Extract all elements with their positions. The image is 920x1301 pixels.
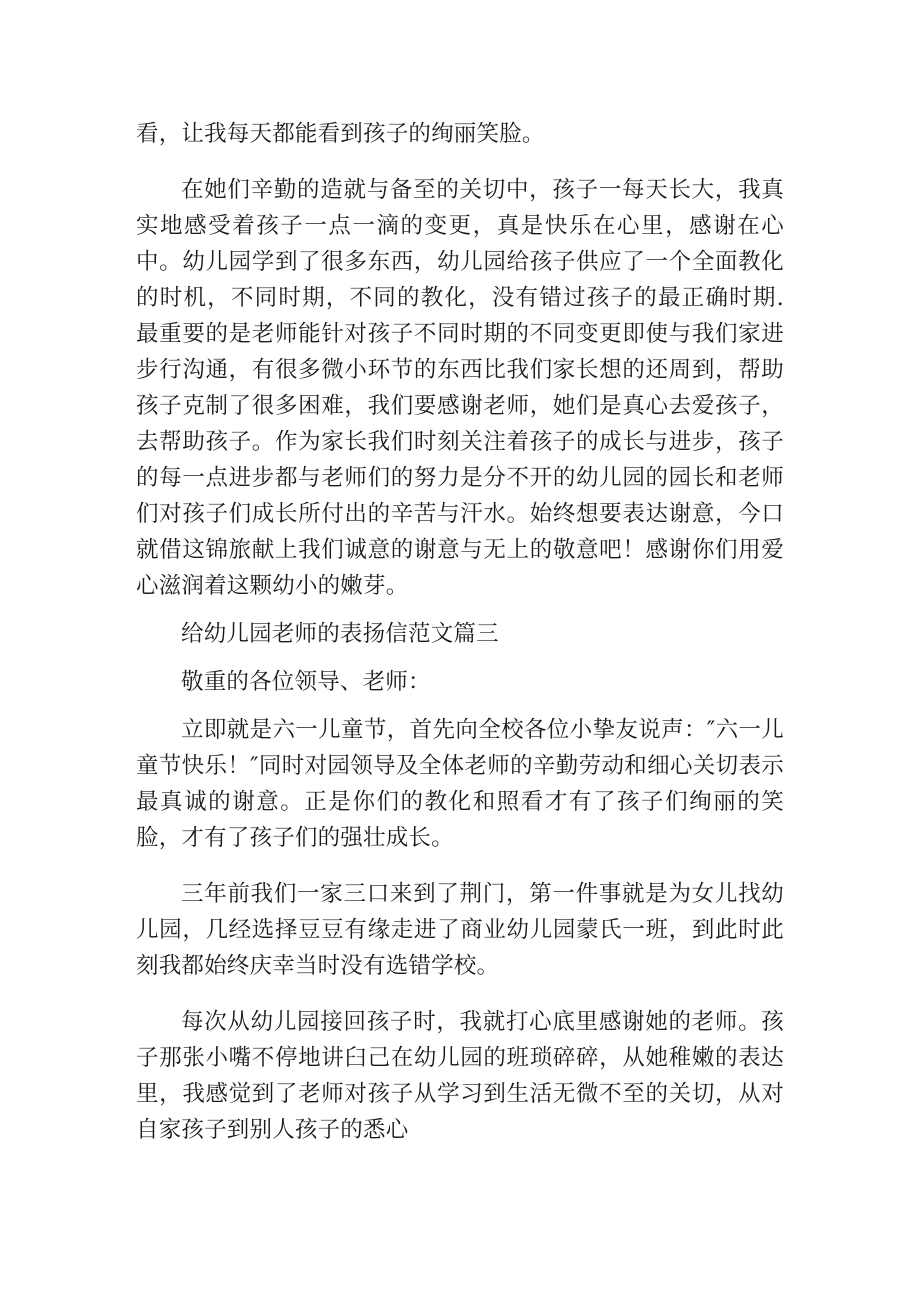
paragraph-childrens-day: 立即就是六一儿童节，首先向全校各位小挚友说声：″六一儿童节快乐！″同时对园领导及全体老师的辛勤劳动和细心关切表示最真诚的谢意。正是你们的教化和照看才有了孩子们绚丽的笑脸，才有了孩子们的强壮成长。 [136,717,784,851]
document-body [136,116,784,1148]
paragraph-three-years-ago: 三年前我们一家三口来到了荆门，第一件事就是为女儿找幼儿园，几经选择豆豆有缘走进了商业幼儿园蒙氏一班，到此时此刻我都始终庆幸当时没有选错学校。 [136,881,784,979]
paragraph-gap [136,856,784,876]
paragraph-gap [136,652,784,664]
paragraph-gap [136,152,784,172]
paragraph-gap [136,700,784,712]
section-heading: 给幼儿园老师的表扬信范文篇三 [181,621,499,647]
paragraph-gap [136,604,784,616]
paragraph-thanks: 在她们辛勤的造就与备至的关切中，孩子一每天长大，我真实地感受着孩子一点一滴的变更，真是快乐在心里，感谢在心中。幼儿园学到了很多东西，幼儿园给孩子供应了一个全面教化的时机，不同时期，不同的教化，没有错过孩子的最正确时期. 最重要的是老师能针对孩子不同时期的不同变更即使与我们家进步行沟通，有很多微小环节的东西比我们家长想的还周到，帮助孩子克制了很多困难，我们要感谢老师，她们是真心去爱孩子，去帮助孩子。作为家长我们时刻关注着孩子的成长与进步，孩子的每一点进步都与老师们的努力是分不开的幼儿园的园长和老师们对孩子们成长所付出的辛苦与汗水。始终想要表达谢意，今口就借这锦旅献上我们诚意的谢意与无上的敬意吧！感谢你们用爱心滋润着这颗幼小的嫩芽。 [136,177,784,599]
paragraph-continuation: 看，让我每天都能看到孩子的绚丽笑脸。 [136,121,545,147]
salutation: 敬重的各位领导、老师： [181,669,431,695]
paragraph-pickup: 每次从幼儿园接回孩子时，我就打心底里感谢她的老师。孩子那张小嘴不停地讲臼己在幼儿园的班琐碎碎，从她稚嫩的表达里，我感觉到了老师对孩子从学习到生活无微不至的关切，从对自家孩子到别人孩子的悉心 [136,1009,784,1143]
paragraph-gap [136,984,784,1004]
